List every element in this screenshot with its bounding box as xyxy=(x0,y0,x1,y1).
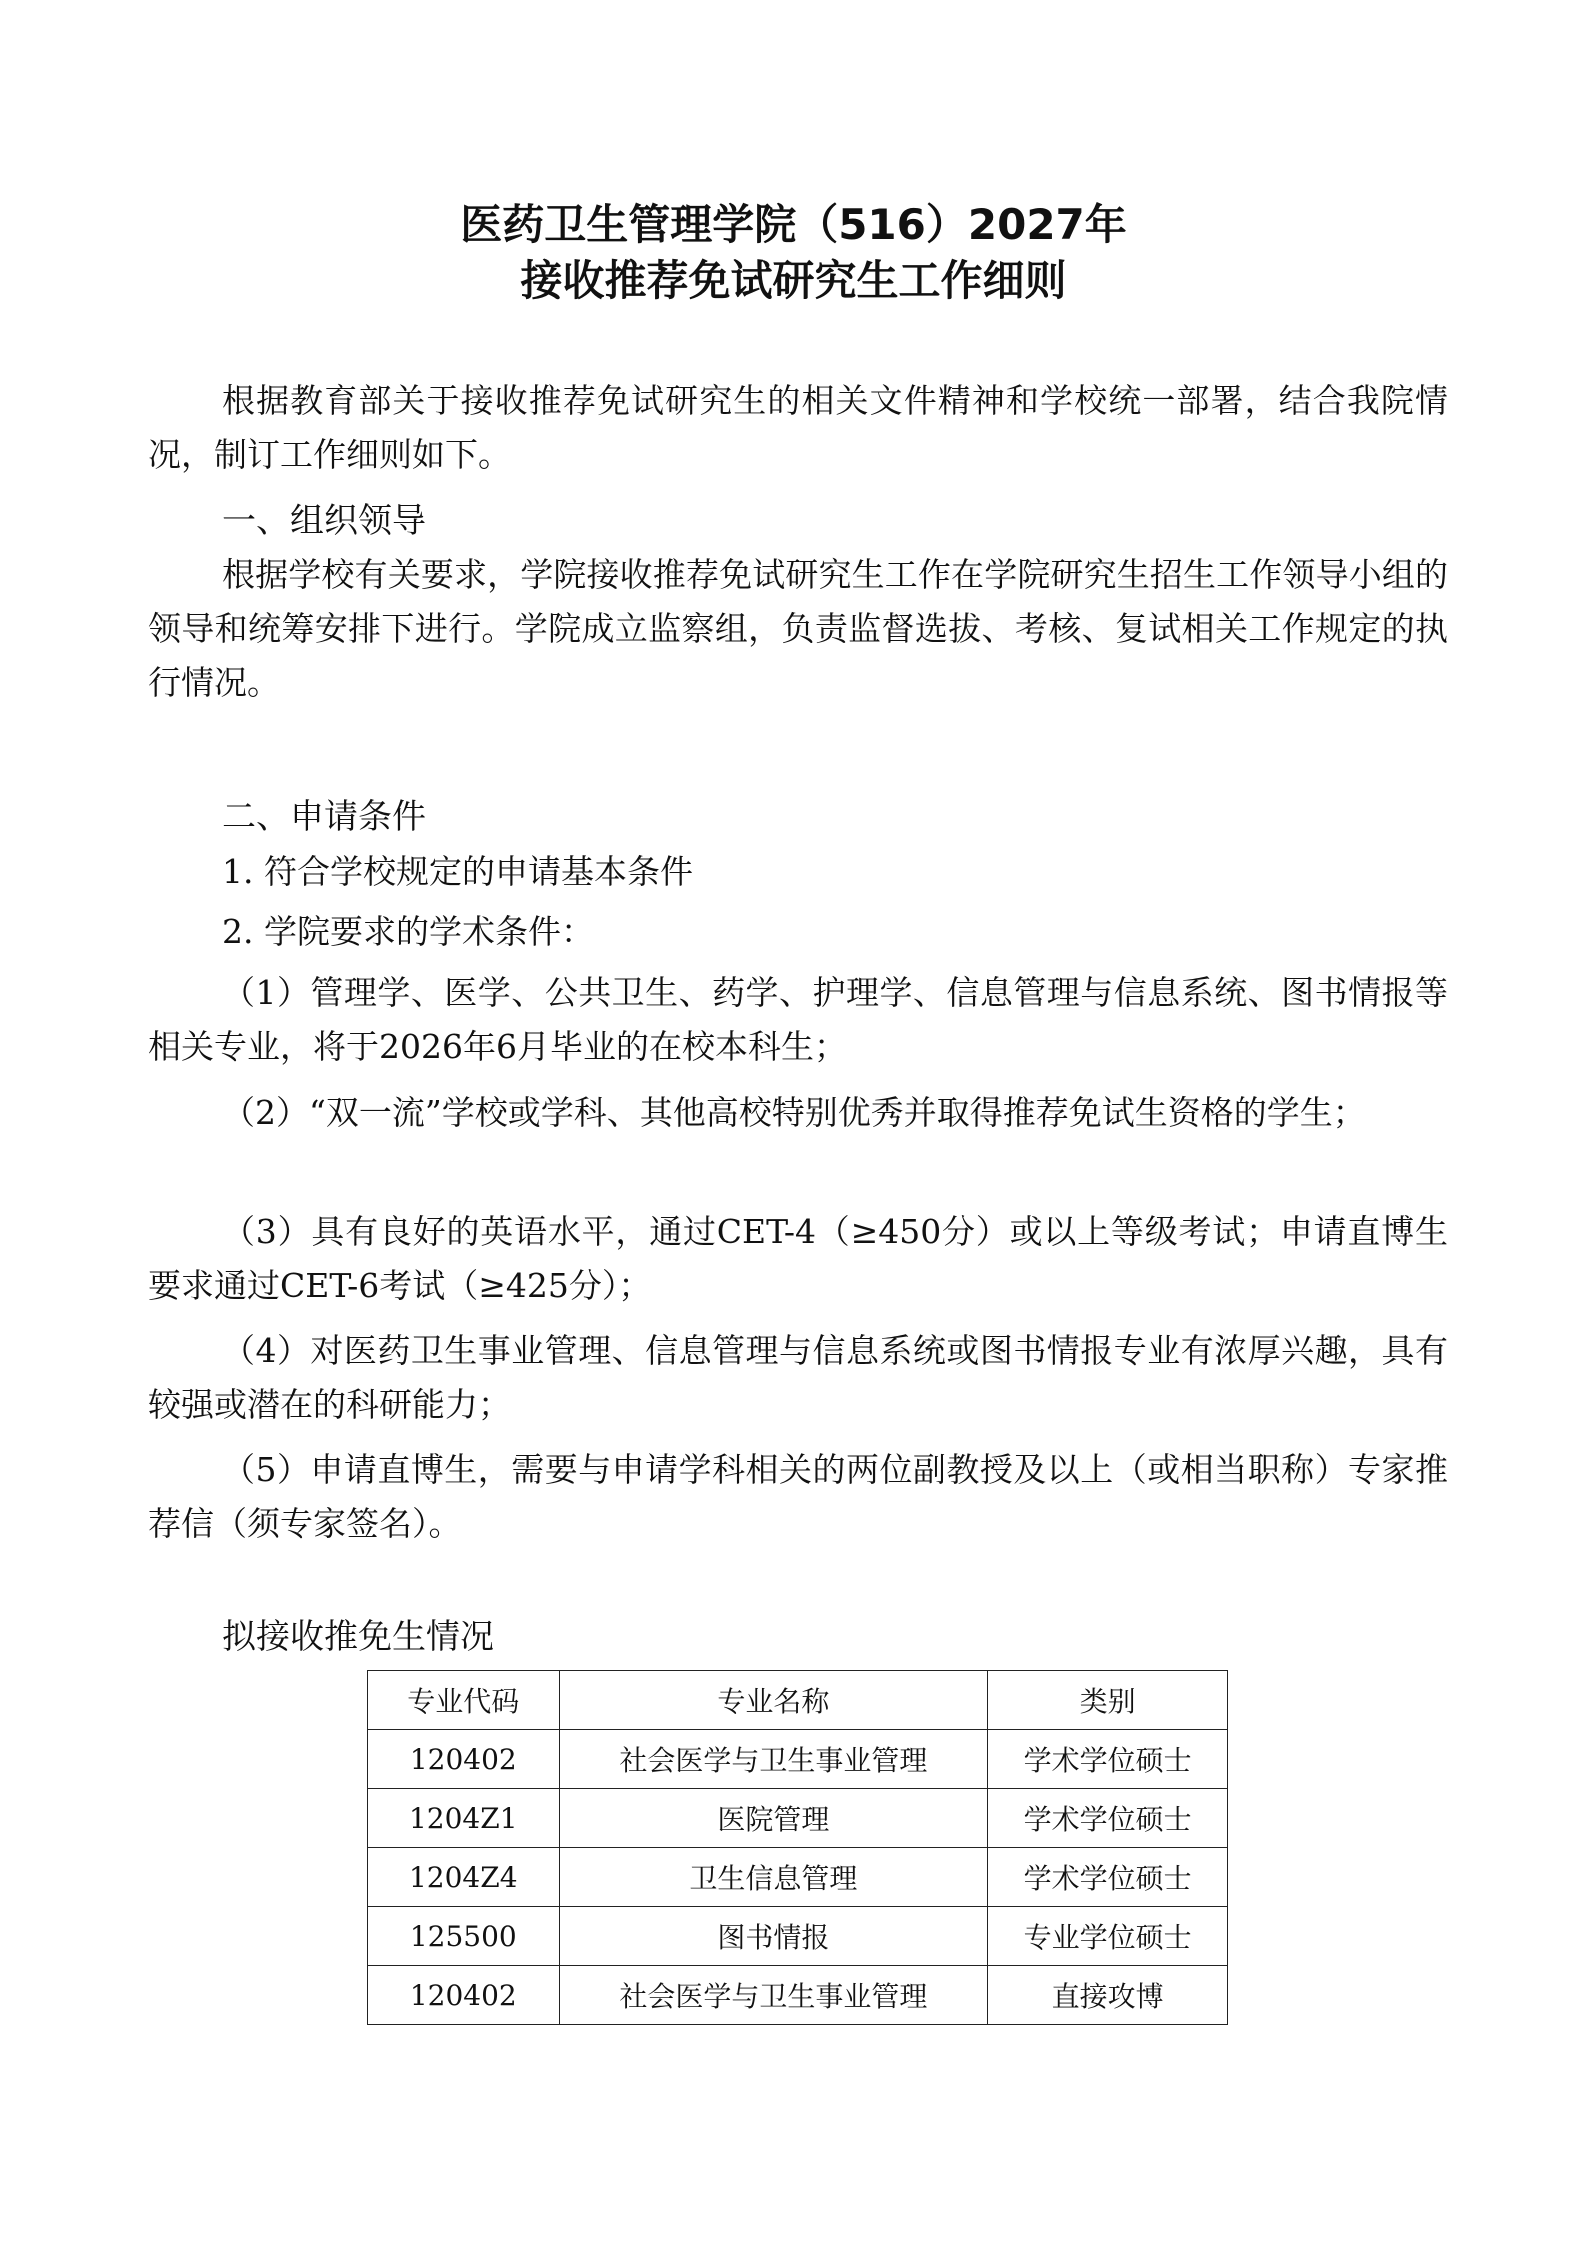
header-code: 专业代码 xyxy=(368,1671,560,1730)
section2-item1: 1. 符合学校规定的申请基本条件 xyxy=(222,852,693,891)
cell-category: 学术学位硕士 xyxy=(988,1730,1228,1789)
cell-name: 卫生信息管理 xyxy=(559,1848,988,1907)
table-row xyxy=(368,1966,1228,2025)
condition-3: （3）具有良好的英语水平，通过CET-4（≥450分）或以上等级考试；申请直博生要求通过CET-6考试（≥425分）； xyxy=(148,1212,1448,1305)
cell-code: 120402 xyxy=(368,1966,560,2025)
cell-code: 125500 xyxy=(368,1907,560,1966)
header-name: 专业名称 xyxy=(559,1671,988,1730)
section2-item2: 2. 学院要求的学术条件： xyxy=(222,912,594,951)
intro-paragraph: 根据教育部关于接收推荐免试研究生的相关文件精神和学校统一部署，结合我院情况，制订工作细则如下。 xyxy=(148,381,1448,474)
header-category: 类别 xyxy=(988,1671,1228,1730)
cell-category: 直接攻博 xyxy=(988,1966,1228,2025)
table-row xyxy=(368,1730,1228,1789)
table-row xyxy=(368,1789,1228,1848)
cell-code: 120402 xyxy=(368,1730,560,1789)
cell-category: 学术学位硕士 xyxy=(988,1848,1228,1907)
cell-code: 1204Z4 xyxy=(368,1848,560,1907)
table-header-row xyxy=(368,1671,1228,1730)
cell-category: 专业学位硕士 xyxy=(988,1907,1228,1966)
document-title-line1: 医药卫生管理学院（516）2027年 xyxy=(460,200,1127,249)
section1-body: 根据学校有关要求，学院接收推荐免试研究生工作在学院研究生招生工作领导小组的领导和统筹安排下进行。学院成立监察组，负责监督选拔、考核、复试相关工作规定的执行情况。 xyxy=(148,555,1448,702)
section1-heading: 一、组织领导 xyxy=(222,501,426,541)
document-title-line2: 接收推荐免试研究生工作细则 xyxy=(520,256,1067,305)
cell-name: 图书情报 xyxy=(559,1907,988,1966)
condition-2: （2）“双一流”学校或学科、其他高校特别优秀并取得推荐免试生资格的学生； xyxy=(222,1093,1366,1132)
table-row xyxy=(368,1907,1228,1966)
cell-name: 社会医学与卫生事业管理 xyxy=(559,1966,988,2025)
condition-4: （4）对医药卫生事业管理、信息管理与信息系统或图书情报专业有浓厚兴趣，具有较强或潜在的科研能力； xyxy=(148,1331,1448,1424)
section2-heading: 二、申请条件 xyxy=(222,797,426,837)
table-title: 拟接收推免生情况 xyxy=(222,1617,494,1657)
condition-1: （1）管理学、医学、公共卫生、药学、护理学、信息管理与信息系统、图书情报等相关专业，将于2026年6月毕业的在校本科生； xyxy=(148,973,1448,1066)
cell-name: 医院管理 xyxy=(559,1789,988,1848)
cell-code: 1204Z1 xyxy=(368,1789,560,1848)
condition-5: （5）申请直博生，需要与申请学科相关的两位副教授及以上（或相当职称）专家推荐信（须专家签名）。 xyxy=(148,1450,1448,1543)
majors-table xyxy=(367,1670,1228,2025)
cell-name: 社会医学与卫生事业管理 xyxy=(559,1730,988,1789)
table-row xyxy=(368,1848,1228,1907)
cell-category: 学术学位硕士 xyxy=(988,1789,1228,1848)
